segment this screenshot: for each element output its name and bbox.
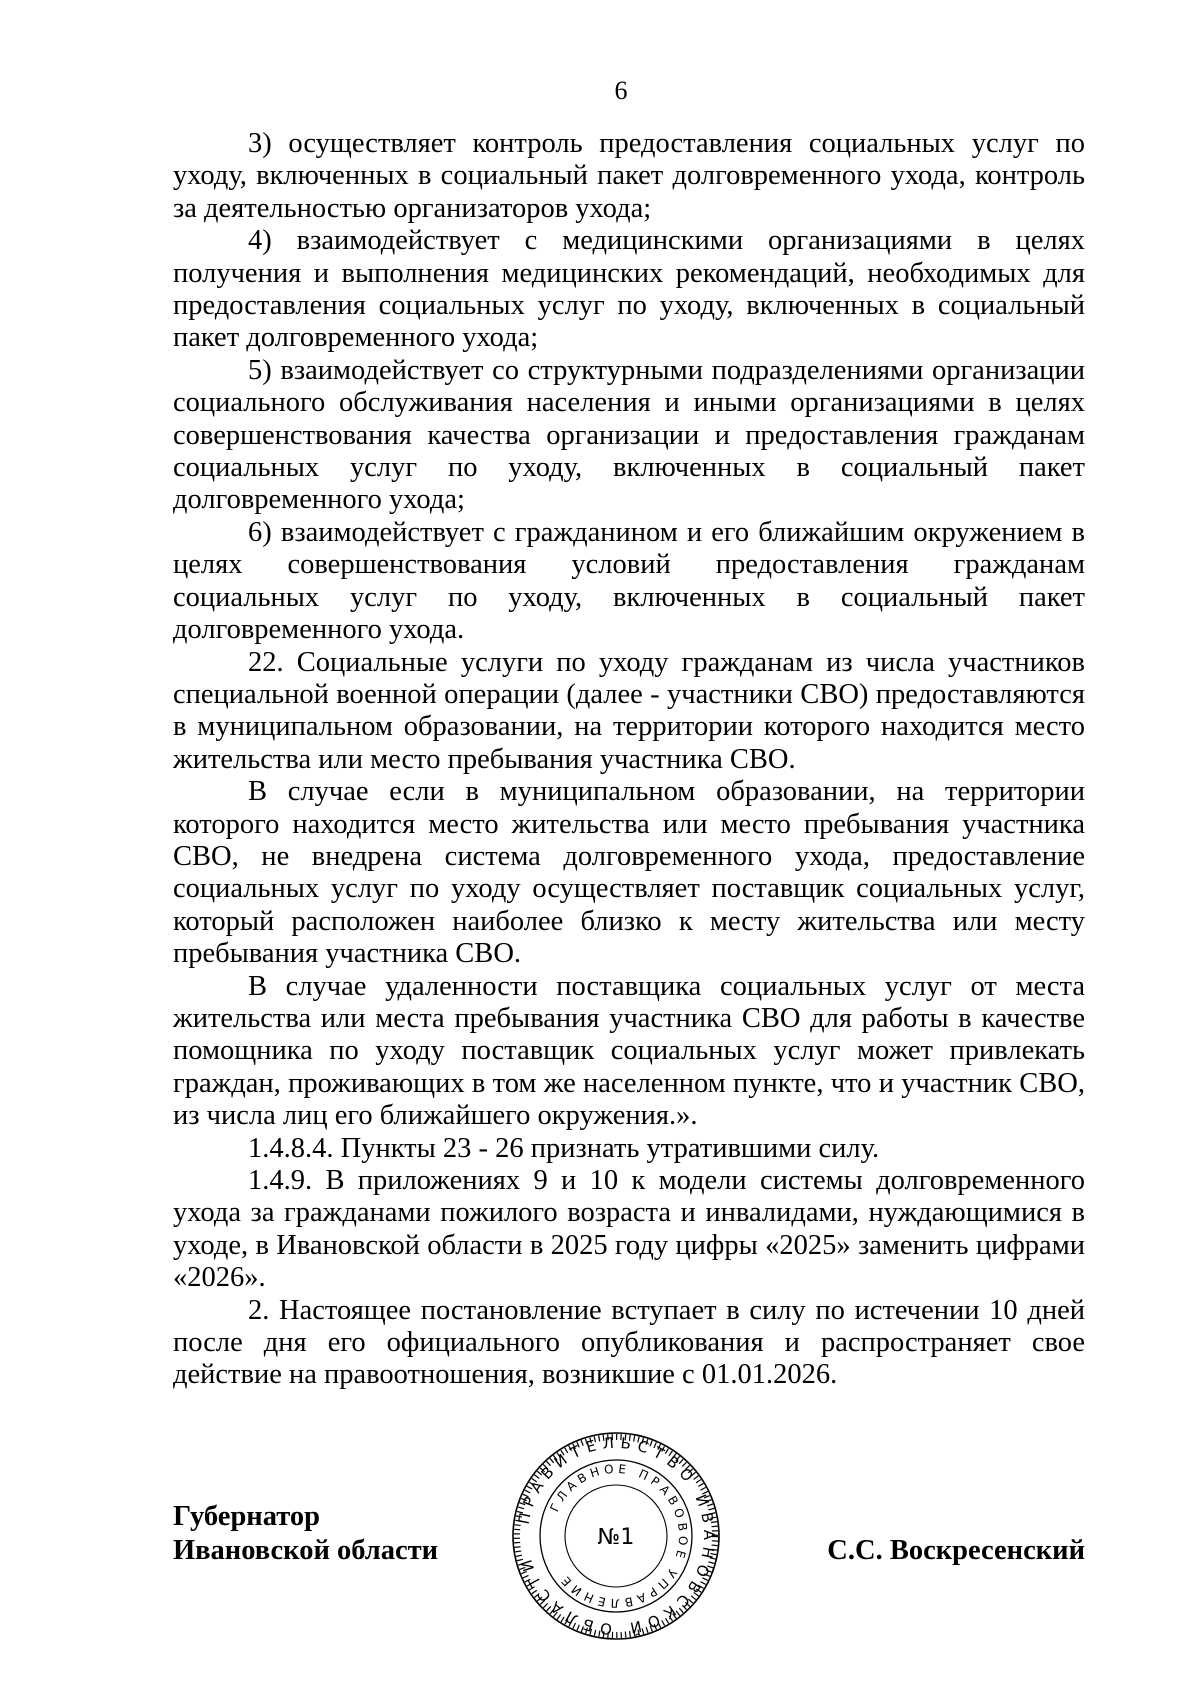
paragraph-clause-22-part-2: В случае если в муниципальном образовании, на территории которого находится место жительства или место пребывания участника СВО, не внедрена система долговременного ухода, предоставление социальных услуг по уходу осуществляет поставщик социальных услуг, который расположен наиболее близко к месту жительства или месту пребывания участника СВО. — [173, 776, 1085, 970]
paragraph-1-4-9: 1.4.9. В приложениях 9 и 10 к модели системы долговременного ухода за гражданами пожилого возраста и инвалидами, нуждающимися в уходе, в Ивановской области в 2025 году цифры «2025» заменить цифрами «2026». — [173, 1165, 1085, 1294]
page-number: 6 — [614, 76, 628, 105]
paragraph-clause-22: 22. Социальные услуги по уходу гражданам из числа участников специальной военной операции (далее - участники СВО) предоставляются в муниципальном образовании, на территории которого находится место жительства или место пребывания участника СВО. — [173, 646, 1085, 775]
signatory-position-line1: Губернатор — [173, 1501, 320, 1532]
paragraph-clause-22-part-3: В случае удаленности поставщика социальных услуг от места жительства или места пребывания участника СВО для работы в качестве помощника по уходу поставщик социальных услуг может привлекать граждан, проживающих в том же населенном пункте, что и участник СВО, из числа лиц его ближайшего окружения.». — [173, 970, 1085, 1132]
seal-number: №1 — [597, 1525, 635, 1550]
signatory-name: С.С. Воскресенский — [827, 1535, 1085, 1566]
paragraph-item-3: 3) осуществляет контроль предоставления социальных услуг по уходу, включенных в социальный пакет долговременного ухода, контроль за деятельностью организаторов ухода; — [173, 128, 1085, 224]
paragraph-1-4-8-4: 1.4.8.4. Пункты 23 - 26 признать утратившими силу. — [248, 1132, 880, 1164]
seal-outer-text: ПРАВИТЕЛЬСТВО ИВАНОВСКОЙ ОБЛАСТИ — [514, 1433, 719, 1639]
paragraph-item-6: 6) взаимодействует с гражданином и его ближайшим окружением в целях совершенствования условий предоставления гражданам социальных услуг по уходу, включенных в социальный пакет долговременного ухода. — [173, 516, 1085, 646]
signatory-position — [173, 1500, 438, 1568]
paragraph-effective-date: 2. Настоящее постановление вступает в силу по истечении 10 дней после дня его официального опубликования и распространяет свое действие на правоотношения, возникшие с 01.01.2026. — [173, 1294, 1085, 1391]
official-seal-stamp — [510, 1430, 722, 1642]
paragraph-item-4: 4) взаимодействует с медицинскими организациями в целях получения и выполнения медицинских рекомендаций, необходимых для предоставления социальных услуг по уходу, включенных в социальный пакет долговременного ухода; — [173, 225, 1085, 354]
signatory-position-line2: Ивановской области — [173, 1535, 439, 1566]
paragraph-item-5: 5) взаимодействует со структурными подразделениями организации социального обслуживания населения и иными организациями в целях совершенствования качества организации и предоставления гражданам социальных услуг по уходу, включенных в социальный пакет долговременного ухода; — [173, 354, 1085, 516]
document-body — [173, 128, 1085, 1392]
seal-inner-text: ГЛАВНОЕ ПРАВОВОЕ УПРАВЛЕНИЕ — [547, 1461, 691, 1611]
